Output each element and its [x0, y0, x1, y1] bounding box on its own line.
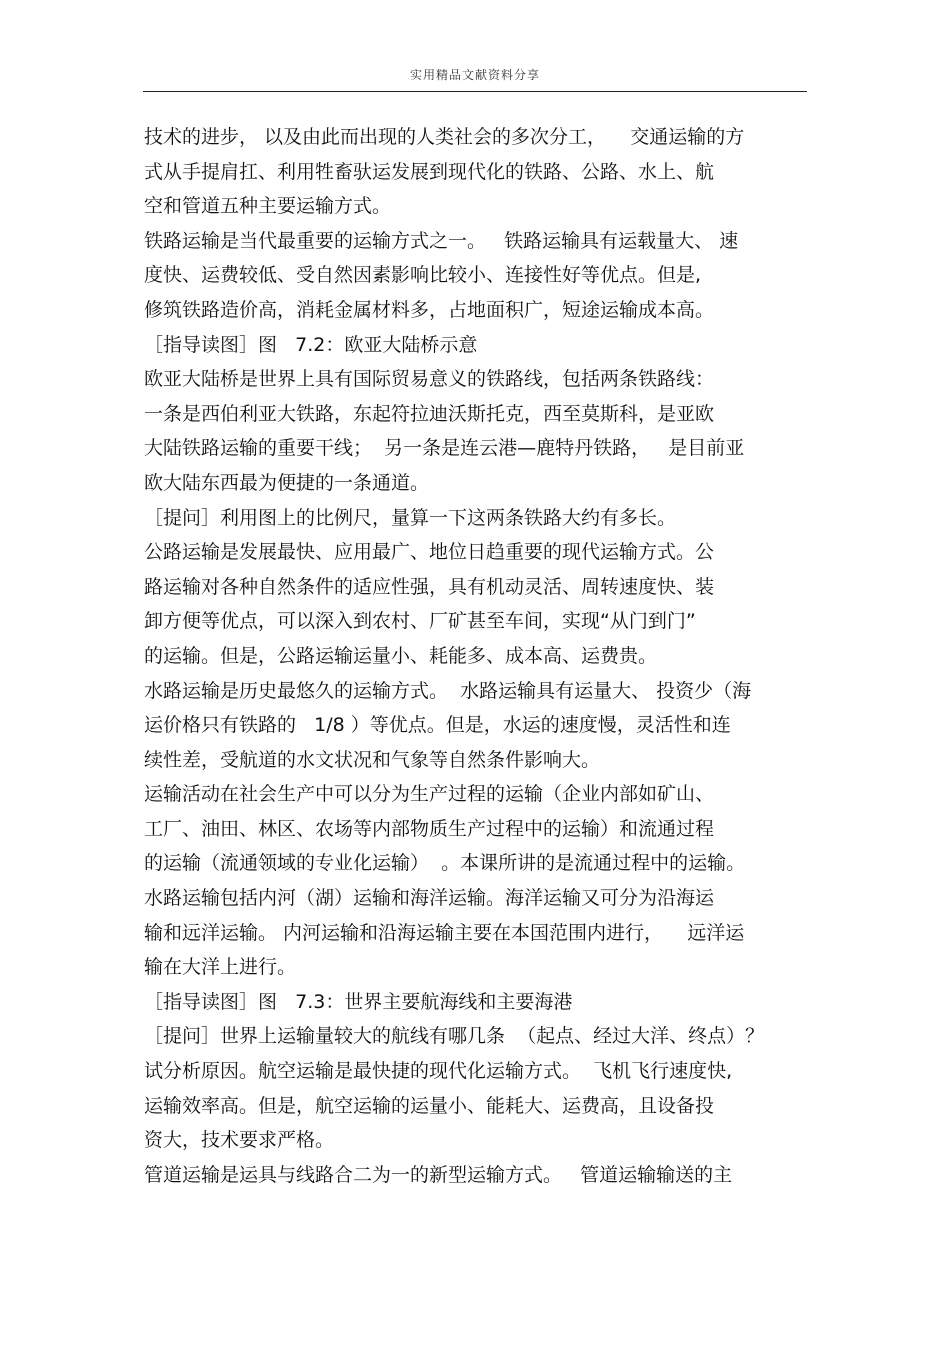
text-line: 空和管道五种主要运输方式。 — [144, 195, 392, 218]
text-line: 欧亚大陆桥是世界上具有国际贸易意义的铁路线，包括两条铁路线： — [144, 368, 715, 391]
text-line: ［指导读图］图 7.2：欧亚大陆桥示意 — [144, 333, 478, 356]
text-line: ［指导读图］图 7.3：世界主要航海线和主要海港 — [144, 990, 573, 1013]
text-line: 水路运输是历史最悠久的运输方式。 水路运输具有运量大、 投资少（海 — [144, 679, 752, 702]
text-line: ［提问］世界上运输量较大的航线有哪几条 （起点、经过大洋、终点）？ — [144, 1025, 765, 1048]
text-line: ［提问］利用图上的比例尺，量算一下这两条铁路大约有多长。 — [144, 506, 677, 529]
text-line: 铁路运输是当代最重要的运输方式之一。 铁路运输具有运载量大、 速 — [144, 229, 739, 252]
text-line: 公路运输是发展最快、应用最广、地位日趋重要的现代运输方式。公 — [144, 541, 715, 564]
text-line: 资大，技术要求严格。 — [144, 1129, 335, 1152]
text-line: 的运输（流通领域的专业化运输） 。本课所讲的是流通过程中的运输。 — [144, 852, 746, 875]
document-body — [144, 120, 824, 1192]
text-line: 大陆铁路运输的重要干线； 另一条是连云港—鹿特丹铁路， 是目前亚 — [144, 437, 745, 460]
text-line: 水路运输包括内河（湖）运输和海洋运输。海洋运输又可分为沿海运 — [144, 887, 715, 910]
text-line: 技术的进步， 以及由此而出现的人类社会的多次分工， 交通运输的方 — [144, 126, 745, 148]
text-line: 欧大陆东西最为便捷的一条通道。 — [144, 471, 430, 494]
text-line: 运价格只有铁路的 1/8 ）等优点。但是，水运的速度慢，灵活性和连 — [144, 714, 731, 737]
header-divider — [143, 91, 807, 92]
text-line: 输和远洋运输。 内河运输和沿海运输主要在本国范围内进行， 远洋运 — [144, 921, 745, 944]
text-line: 运输活动在社会生产中可以分为生产过程的运输（企业内部如矿山、 — [144, 783, 715, 806]
text-line: 工厂、油田、林区、农场等内部物质生产过程中的运输）和流通过程 — [144, 817, 715, 840]
text-line: 度快、运费较低、受自然因素影响比较小、连接性好等优点。但是, — [144, 264, 702, 287]
text-line: 式从手提肩扛、利用牲畜驮运发展到现代化的铁路、公路、水上、航 — [144, 160, 715, 183]
page-header: 实用精品文献资料分享 — [409, 68, 540, 82]
text-line: 的运输。但是，公路运输运量小、耗能多、成本高、运费贵。 — [144, 644, 658, 667]
text-line: 路运输对各种自然条件的适应性强，具有机动灵活、周转速度快、装 — [144, 575, 715, 598]
text-line: 试分析原因。航空运输是最快捷的现代化运输方式。 飞机飞行速度快, — [144, 1060, 733, 1083]
text-line: 输在大洋上进行。 — [144, 956, 297, 979]
text-line: 运输效率高。但是，航空运输的运量小、能耗大、运费高，且设备投 — [144, 1094, 715, 1117]
text-line: 修筑铁路造价高，消耗金属材料多，占地面积广，短途运输成本高。 — [144, 298, 715, 321]
text-line: 卸方便等优点，可以深入到农村、厂矿甚至车间，实现“从门到门” — [144, 610, 696, 633]
text-line: 管道运输是运具与线路合二为一的新型运输方式。 管道运输输送的主 — [144, 1163, 733, 1186]
text-line: 一条是西伯利亚大铁路，东起符拉迪沃斯托克，西至莫斯科，是亚欧 — [144, 402, 715, 425]
text-line: 续性差，受航道的水文状况和气象等自然条件影响大。 — [144, 748, 601, 771]
